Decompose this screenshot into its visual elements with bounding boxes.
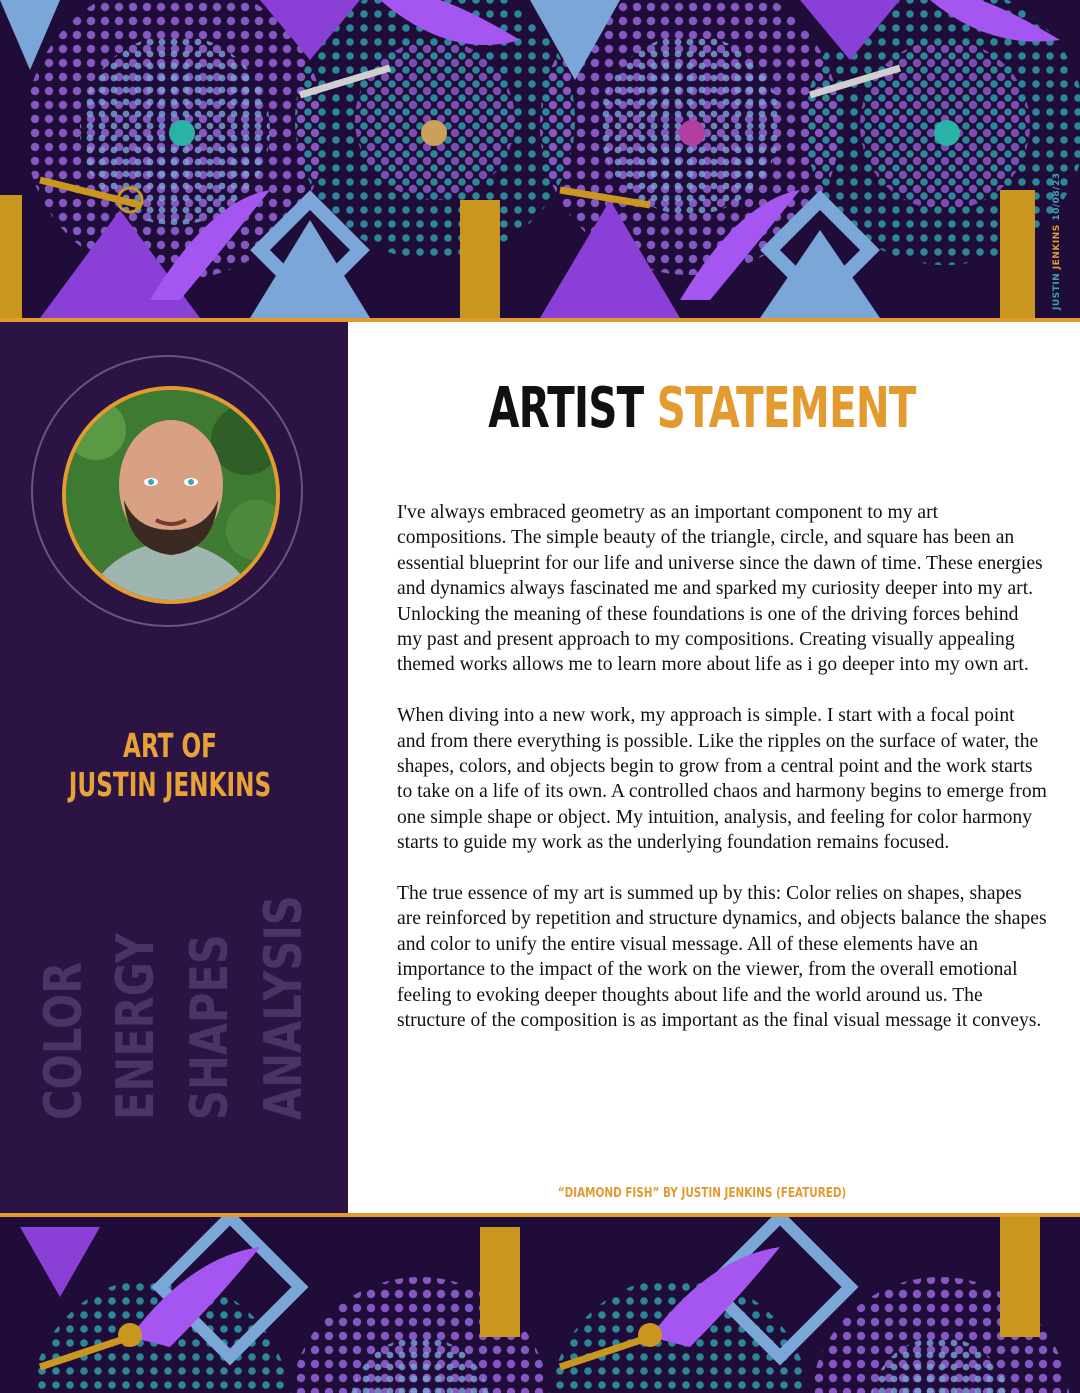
stamp-last-name: JENKINS <box>1052 224 1062 270</box>
page-title-statement: STATEMENT <box>656 376 916 441</box>
vertical-word-energy: ENERGY <box>106 932 166 1120</box>
sidebar-title <box>37 726 302 804</box>
artist-date-stamp <box>1052 173 1062 310</box>
bottom-artwork-banner <box>0 1217 1080 1393</box>
featured-artwork-caption: “DIAMOND FISH” BY JUSTIN JENKINS (FEATURED) <box>557 1186 847 1201</box>
page-title <box>447 376 957 441</box>
page-title-artist: ARTIST <box>488 376 644 441</box>
artist-statement-body <box>397 500 1047 1059</box>
statement-paragraph: I've always embraced geometry as an important component to my art compositions. The simple beauty of the triangle, circle, and square has been an essential blueprint for our life and universe since the dawn of time. These energies and dynamics always fascinated me and sparked my curiosity deeper into my art. Unlocking the meaning of these foundations is one of the driving forces behind my past and present approach to my compositions. Creating visually appealing themed works allows me to learn more about life as i go deeper into my own art. <box>397 502 1043 676</box>
sidebar-title-line-2: JUSTIN JENKINS <box>68 765 272 804</box>
statement-paragraph: The true essence of my art is summed up by this: Color relies on shapes, shapes are reinforced by repetition and structure dynamics, and objects balance the shapes and color to unify the entire visual message. All of these elements have an importance to the impact of the work on the viewer, from the overall emotional feeling to evoking deeper thoughts about life and the world around us. The structure of the composition is as important as the final visual message it conveys. <box>397 883 1047 1032</box>
vertical-word-shapes: SHAPES <box>180 934 240 1120</box>
stamp-date: 10/08/23 <box>1052 172 1062 221</box>
top-artwork-banner <box>0 0 1080 318</box>
diamond-fish-pattern <box>0 0 1080 318</box>
sidebar <box>0 322 348 1213</box>
portrait-illustration <box>66 390 276 600</box>
diamond-fish-pattern-bottom <box>0 1217 1080 1393</box>
sidebar-title-line-1: ART OF <box>123 726 217 765</box>
statement-paragraph: When diving into a new work, my approach is simple. I start with a focal point and from there everything is possible. Like the ripples on the surface of water, the shapes, colors, and objects begin to grow from a central point and the work starts to take on a life of its own. A controlled chaos and harmony begins to emerge from one simple shape or object. My intuition, analysis, and feeling for color harmony starts to guide my work as the underlying foundation remains focused. <box>397 705 1047 854</box>
artist-portrait <box>62 386 280 604</box>
vertical-word-analysis: ANALYSIS <box>254 895 314 1120</box>
main-content <box>348 322 1080 1213</box>
stamp-first-name: JUSTIN <box>1052 272 1062 310</box>
vertical-word-color: COLOR <box>34 961 94 1120</box>
